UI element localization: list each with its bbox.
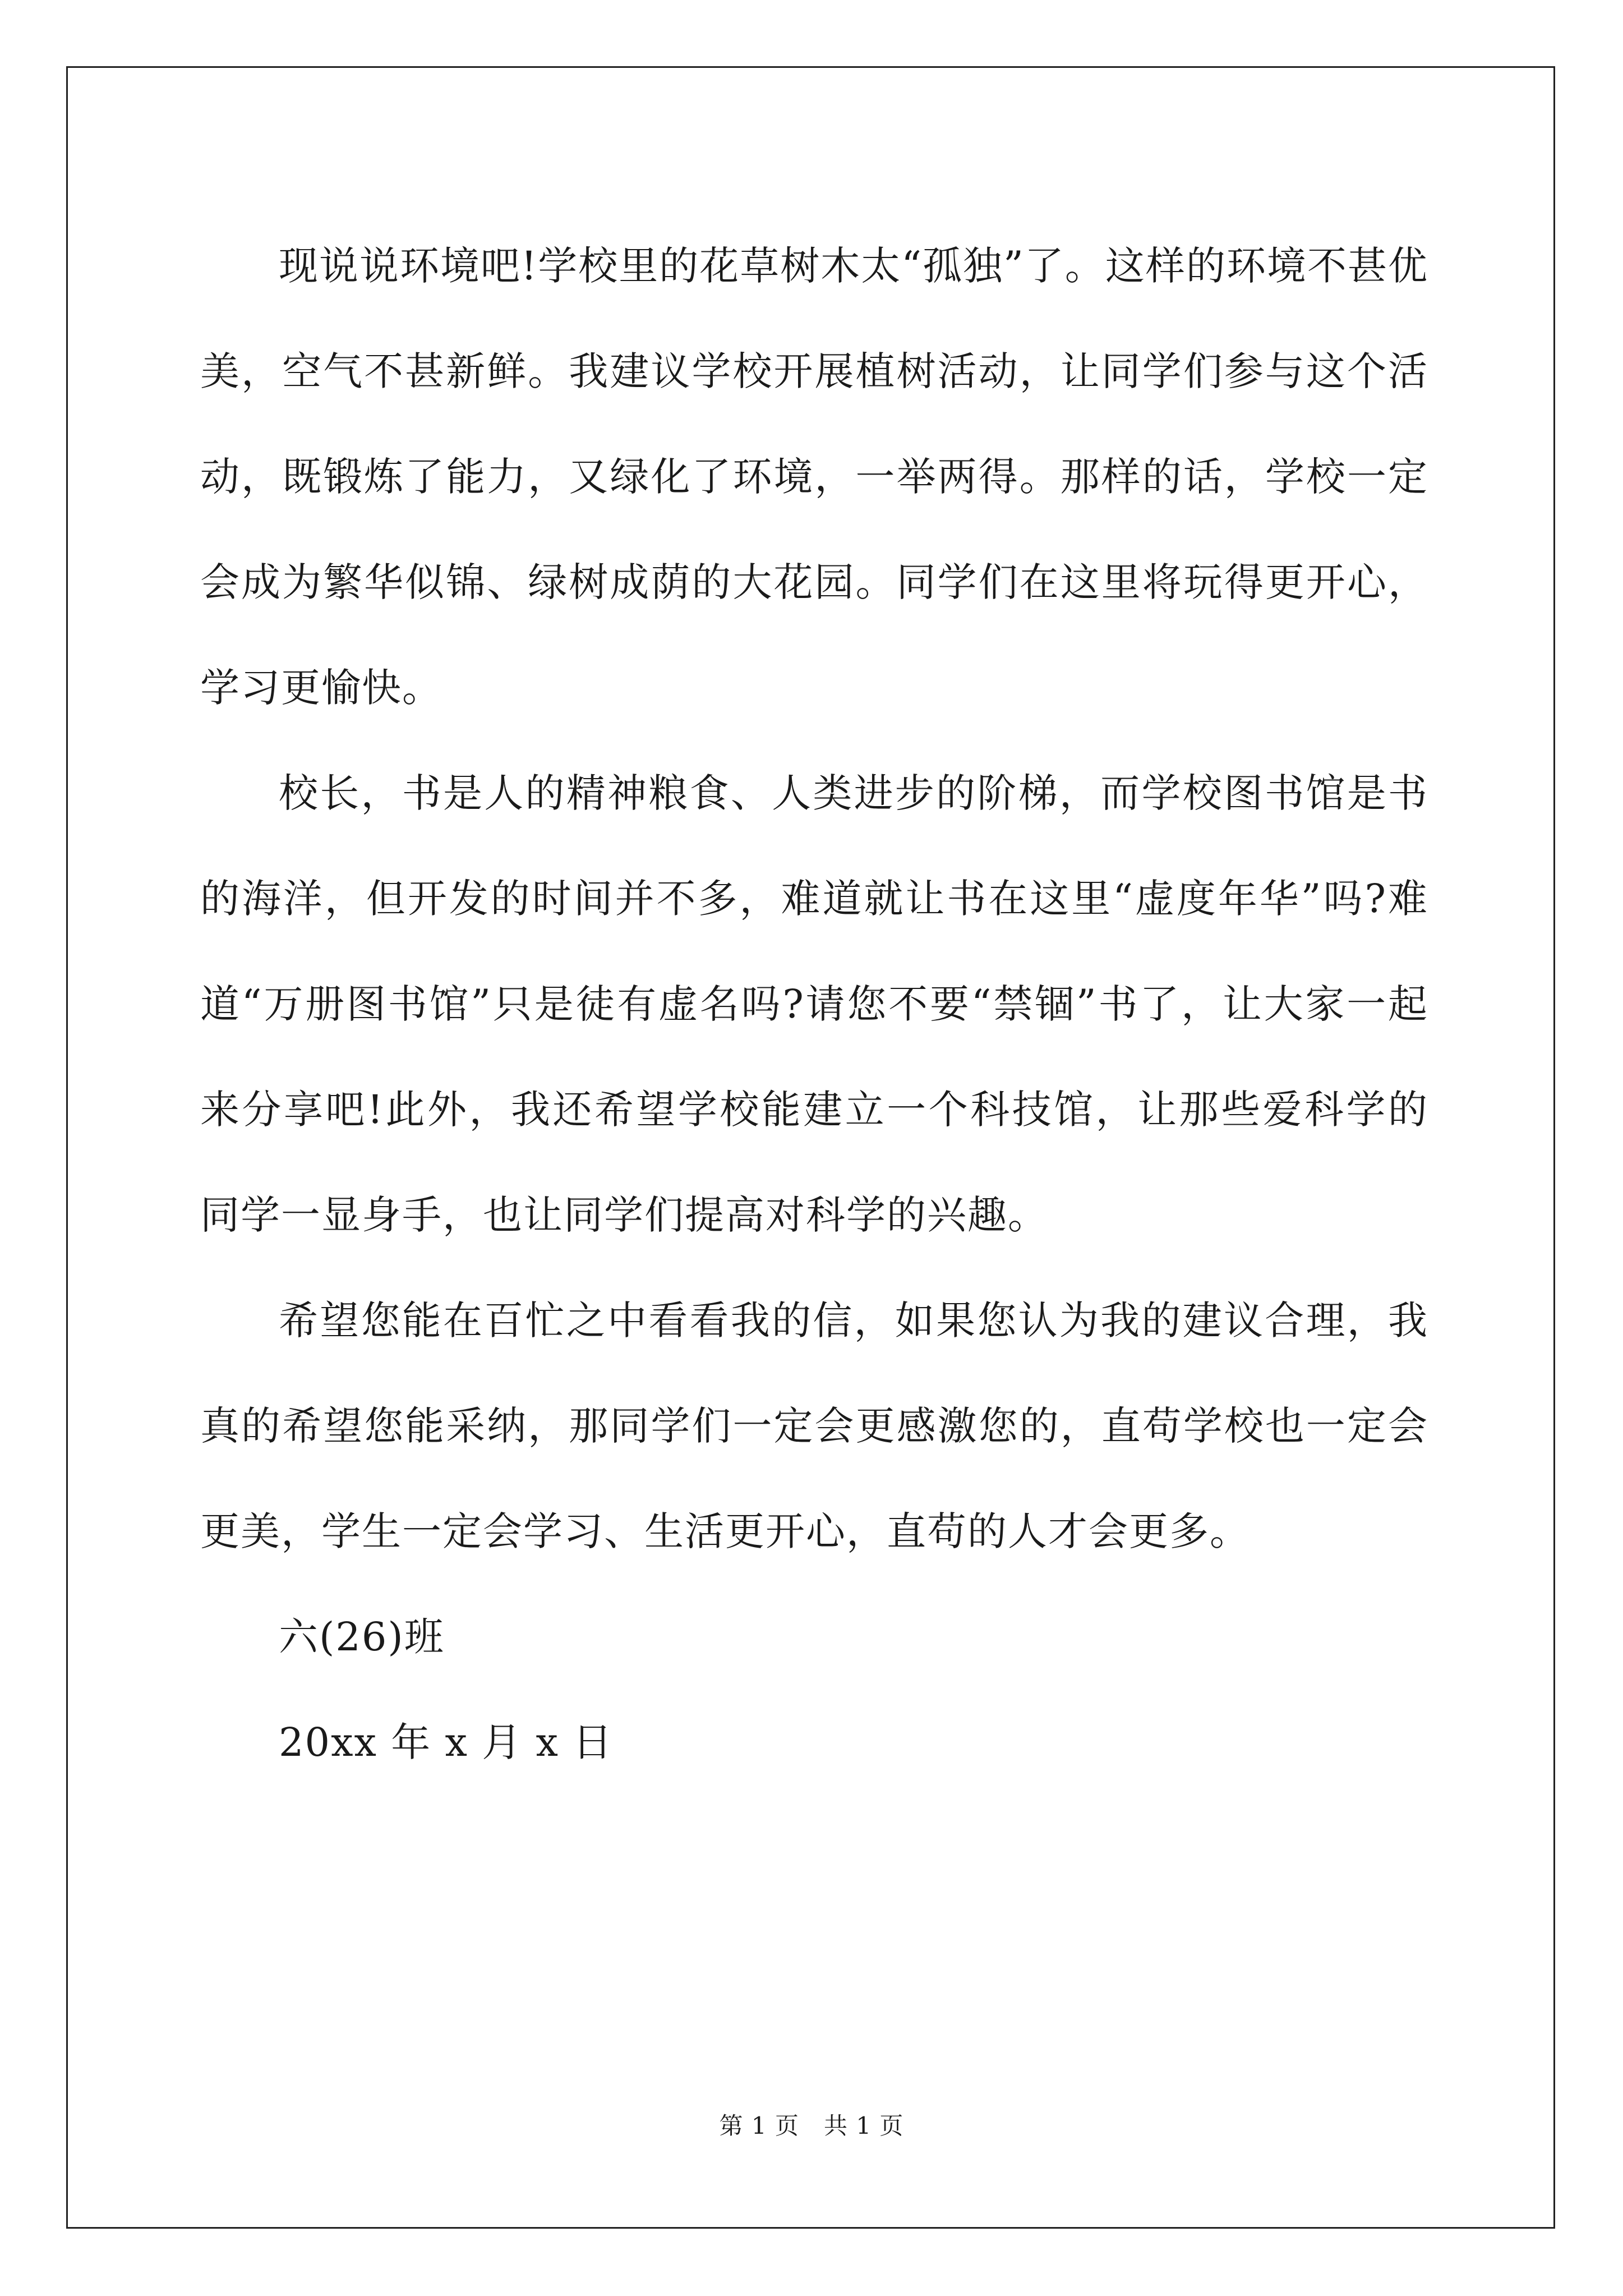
page-number-current: 第 1 页 xyxy=(719,2112,799,2139)
letter-body xyxy=(200,213,1428,1795)
paragraph-library: 校长，书是人的精神粮食、人类进步的阶梯，而学校图书馆是书的海洋，但开发的时间并不多，难道就让书在这里“虚度年华”吗?难道“万册图书馆”只是徒有虚名吗?请您不要“禁锢”书了，让大家一起来分享吧!此外，我还希望学校能建立一个科技馆，让那些爱科学的同学一显身手，也让同学们提高对科学的兴趣。 xyxy=(200,770,1428,1238)
signature-class: 六(26)班 xyxy=(279,1614,445,1660)
paragraph-closing: 希望您能在百忙之中看看我的信，如果您认为我的建议合理，我真的希望您能采纳，那同学们一定会更感激您的，直苟学校也一定会更美，学生一定会学习、生活更开心，直苟的人才会更多。 xyxy=(200,1297,1428,1554)
paragraph-environment: 现说说环境吧!学校里的花草树木太“孤独”了。这样的环境不甚优美，空气不甚新鲜。我建议学校开展植树活动，让同学们参与这个活动，既锻炼了能力，又绿化了环境，一举两得。那样的话，学校一定会成为繁华似锦、绿树成荫的大花园。同学们在这里将玩得更开心，学习更愉快。 xyxy=(200,243,1428,711)
letter-date: 20xx 年 x 月 x 日 xyxy=(279,1719,614,1765)
page-footer xyxy=(0,2109,1623,2143)
page-number-total: 共 1 页 xyxy=(824,2112,904,2139)
